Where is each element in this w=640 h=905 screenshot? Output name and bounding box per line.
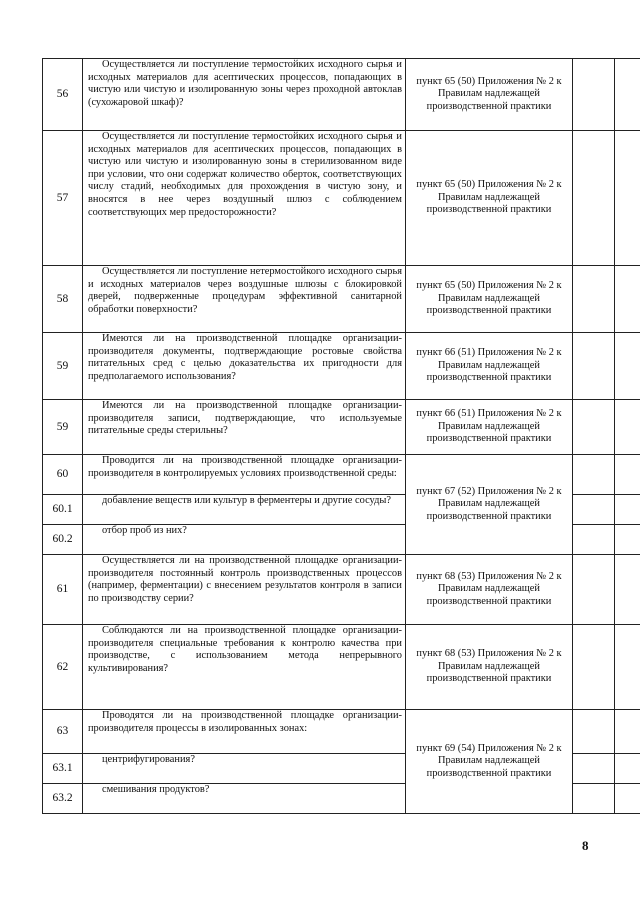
answer-cell bbox=[573, 555, 615, 625]
note-cell bbox=[615, 333, 640, 400]
reference-cell: пункт 68 (53) Приложения № 2 к Правилам надлежащей производственной практики bbox=[406, 625, 573, 710]
row-number: 60.2 bbox=[43, 525, 83, 555]
page-number: 8 bbox=[582, 838, 589, 853]
answer-cell bbox=[573, 710, 615, 754]
reference-cell: пункт 65 (50) Приложения № 2 к Правилам надлежащей производственной практики bbox=[406, 131, 573, 266]
question-cell bbox=[83, 400, 406, 455]
answer-cell bbox=[573, 495, 615, 525]
reference-cell: пункт 66 (51) Приложения № 2 к Правилам надлежащей производственной практики bbox=[406, 400, 573, 455]
question-cell bbox=[83, 131, 406, 266]
row-number: 63.2 bbox=[43, 784, 83, 814]
question-text: Осуществляется ли на производственной площадке организации-производителя постоянный контроль производственных процессов (например, ферментации) с внесением результатов контроля в записи по производству серии? bbox=[88, 555, 402, 604]
reference-cell: пункт 67 (52) Приложения № 2 к Правилам надлежащей производственной практики bbox=[406, 455, 573, 555]
question-text: Проводятся ли на производственной площадке организации-производителя процессы в изолированных зонах: bbox=[88, 710, 402, 734]
table-row bbox=[43, 710, 640, 754]
question-cell bbox=[83, 525, 406, 555]
row-number: 56 bbox=[43, 59, 83, 131]
question-text: центрифугирования? bbox=[102, 754, 195, 765]
note-cell bbox=[615, 784, 640, 814]
note-cell bbox=[615, 710, 640, 754]
table-row bbox=[43, 59, 640, 131]
question-text: Проводится ли на производственной площадке организации-производителя в контролируемых условиях производственной среды: bbox=[88, 455, 402, 479]
question-text: смешивания продуктов? bbox=[102, 784, 210, 795]
row-number: 63.1 bbox=[43, 754, 83, 784]
table-row bbox=[43, 400, 640, 455]
answer-cell bbox=[573, 784, 615, 814]
table-row bbox=[43, 625, 640, 710]
question-text: отбор проб из них? bbox=[102, 525, 187, 536]
question-text: Имеются ли на производственной площадке организации-производителя документы, подтверждающие ростовые свойства питательных сред с целью доказательства их пригодности для предполагаемого использования? bbox=[88, 333, 402, 382]
table-row bbox=[43, 455, 640, 495]
answer-cell bbox=[573, 131, 615, 266]
reference-cell: пункт 65 (50) Приложения № 2 к Правилам надлежащей производственной практики bbox=[406, 266, 573, 333]
answer-cell bbox=[573, 266, 615, 333]
question-text: Соблюдаются ли на производственной площадке организации-производителя специальные требования к контролю качества при производстве, с использованием метода непрерывного культивирования? bbox=[88, 625, 402, 674]
question-cell bbox=[83, 455, 406, 495]
question-cell bbox=[83, 555, 406, 625]
note-cell bbox=[615, 266, 640, 333]
note-cell bbox=[615, 455, 640, 495]
answer-cell bbox=[573, 754, 615, 784]
row-number: 63 bbox=[43, 710, 83, 754]
question-text: добавление веществ или культур в ферментеры и другие сосуды? bbox=[102, 495, 391, 506]
note-cell bbox=[615, 625, 640, 710]
answer-cell bbox=[573, 400, 615, 455]
row-number: 62 bbox=[43, 625, 83, 710]
reference-cell: пункт 68 (53) Приложения № 2 к Правилам надлежащей производственной практики bbox=[406, 555, 573, 625]
checklist-table bbox=[42, 58, 640, 814]
table-row bbox=[43, 131, 640, 266]
question-text: Осуществляется ли поступление термостойких исходного сырья и исходных материалов для асептических процессов, попадающих в чистую или чистую и изолированную зоны в стерилизованном виде при условии, что они содержат количество оберток, соответствующих числу стадий, необходимых для прохождения в чистую зону, и вносятся в нее через воздушный шлюз с соблюдением соответствующих мер предосторожности? bbox=[88, 131, 402, 218]
row-number: 57 bbox=[43, 131, 83, 266]
answer-cell bbox=[573, 625, 615, 710]
answer-cell bbox=[573, 59, 615, 131]
question-cell bbox=[83, 333, 406, 400]
reference-cell: пункт 66 (51) Приложения № 2 к Правилам надлежащей производственной практики bbox=[406, 333, 573, 400]
row-number: 61 bbox=[43, 555, 83, 625]
note-cell bbox=[615, 400, 640, 455]
answer-cell bbox=[573, 525, 615, 555]
question-cell bbox=[83, 625, 406, 710]
question-cell bbox=[83, 59, 406, 131]
row-number: 59 bbox=[43, 400, 83, 455]
reference-cell: пункт 65 (50) Приложения № 2 к Правилам надлежащей производственной практики bbox=[406, 59, 573, 131]
question-cell bbox=[83, 266, 406, 333]
note-cell bbox=[615, 495, 640, 525]
note-cell bbox=[615, 131, 640, 266]
row-number: 60.1 bbox=[43, 495, 83, 525]
question-cell bbox=[83, 784, 406, 814]
table-row bbox=[43, 266, 640, 333]
reference-cell: пункт 69 (54) Приложения № 2 к Правилам надлежащей производственной практики bbox=[406, 710, 573, 814]
note-cell bbox=[615, 555, 640, 625]
question-text: Осуществляется ли поступление нетермостойкого исходного сырья и исходных материалов через воздушные шлюзы с блокировкой дверей, подверженные процедурам эффективной санитарной обработки поверхности? bbox=[88, 266, 402, 315]
answer-cell bbox=[573, 455, 615, 495]
note-cell bbox=[615, 754, 640, 784]
question-cell bbox=[83, 710, 406, 754]
row-number: 58 bbox=[43, 266, 83, 333]
answer-cell bbox=[573, 333, 615, 400]
note-cell bbox=[615, 525, 640, 555]
table-row bbox=[43, 555, 640, 625]
note-cell bbox=[615, 59, 640, 131]
question-cell bbox=[83, 495, 406, 525]
table-row bbox=[43, 333, 640, 400]
question-cell bbox=[83, 754, 406, 784]
question-text: Имеются ли на производственной площадке организации-производителя записи, подтверждающие, что используемые питательные среды стерильны? bbox=[88, 400, 402, 437]
question-text: Осуществляется ли поступление термостойких исходного сырья и исходных материалов для асептических процессов, попадающих в чистую или чистую и изолированную зоны через проходной автоклав (сухожаровой шкаф)? bbox=[88, 59, 402, 108]
row-number: 60 bbox=[43, 455, 83, 495]
row-number: 59 bbox=[43, 333, 83, 400]
